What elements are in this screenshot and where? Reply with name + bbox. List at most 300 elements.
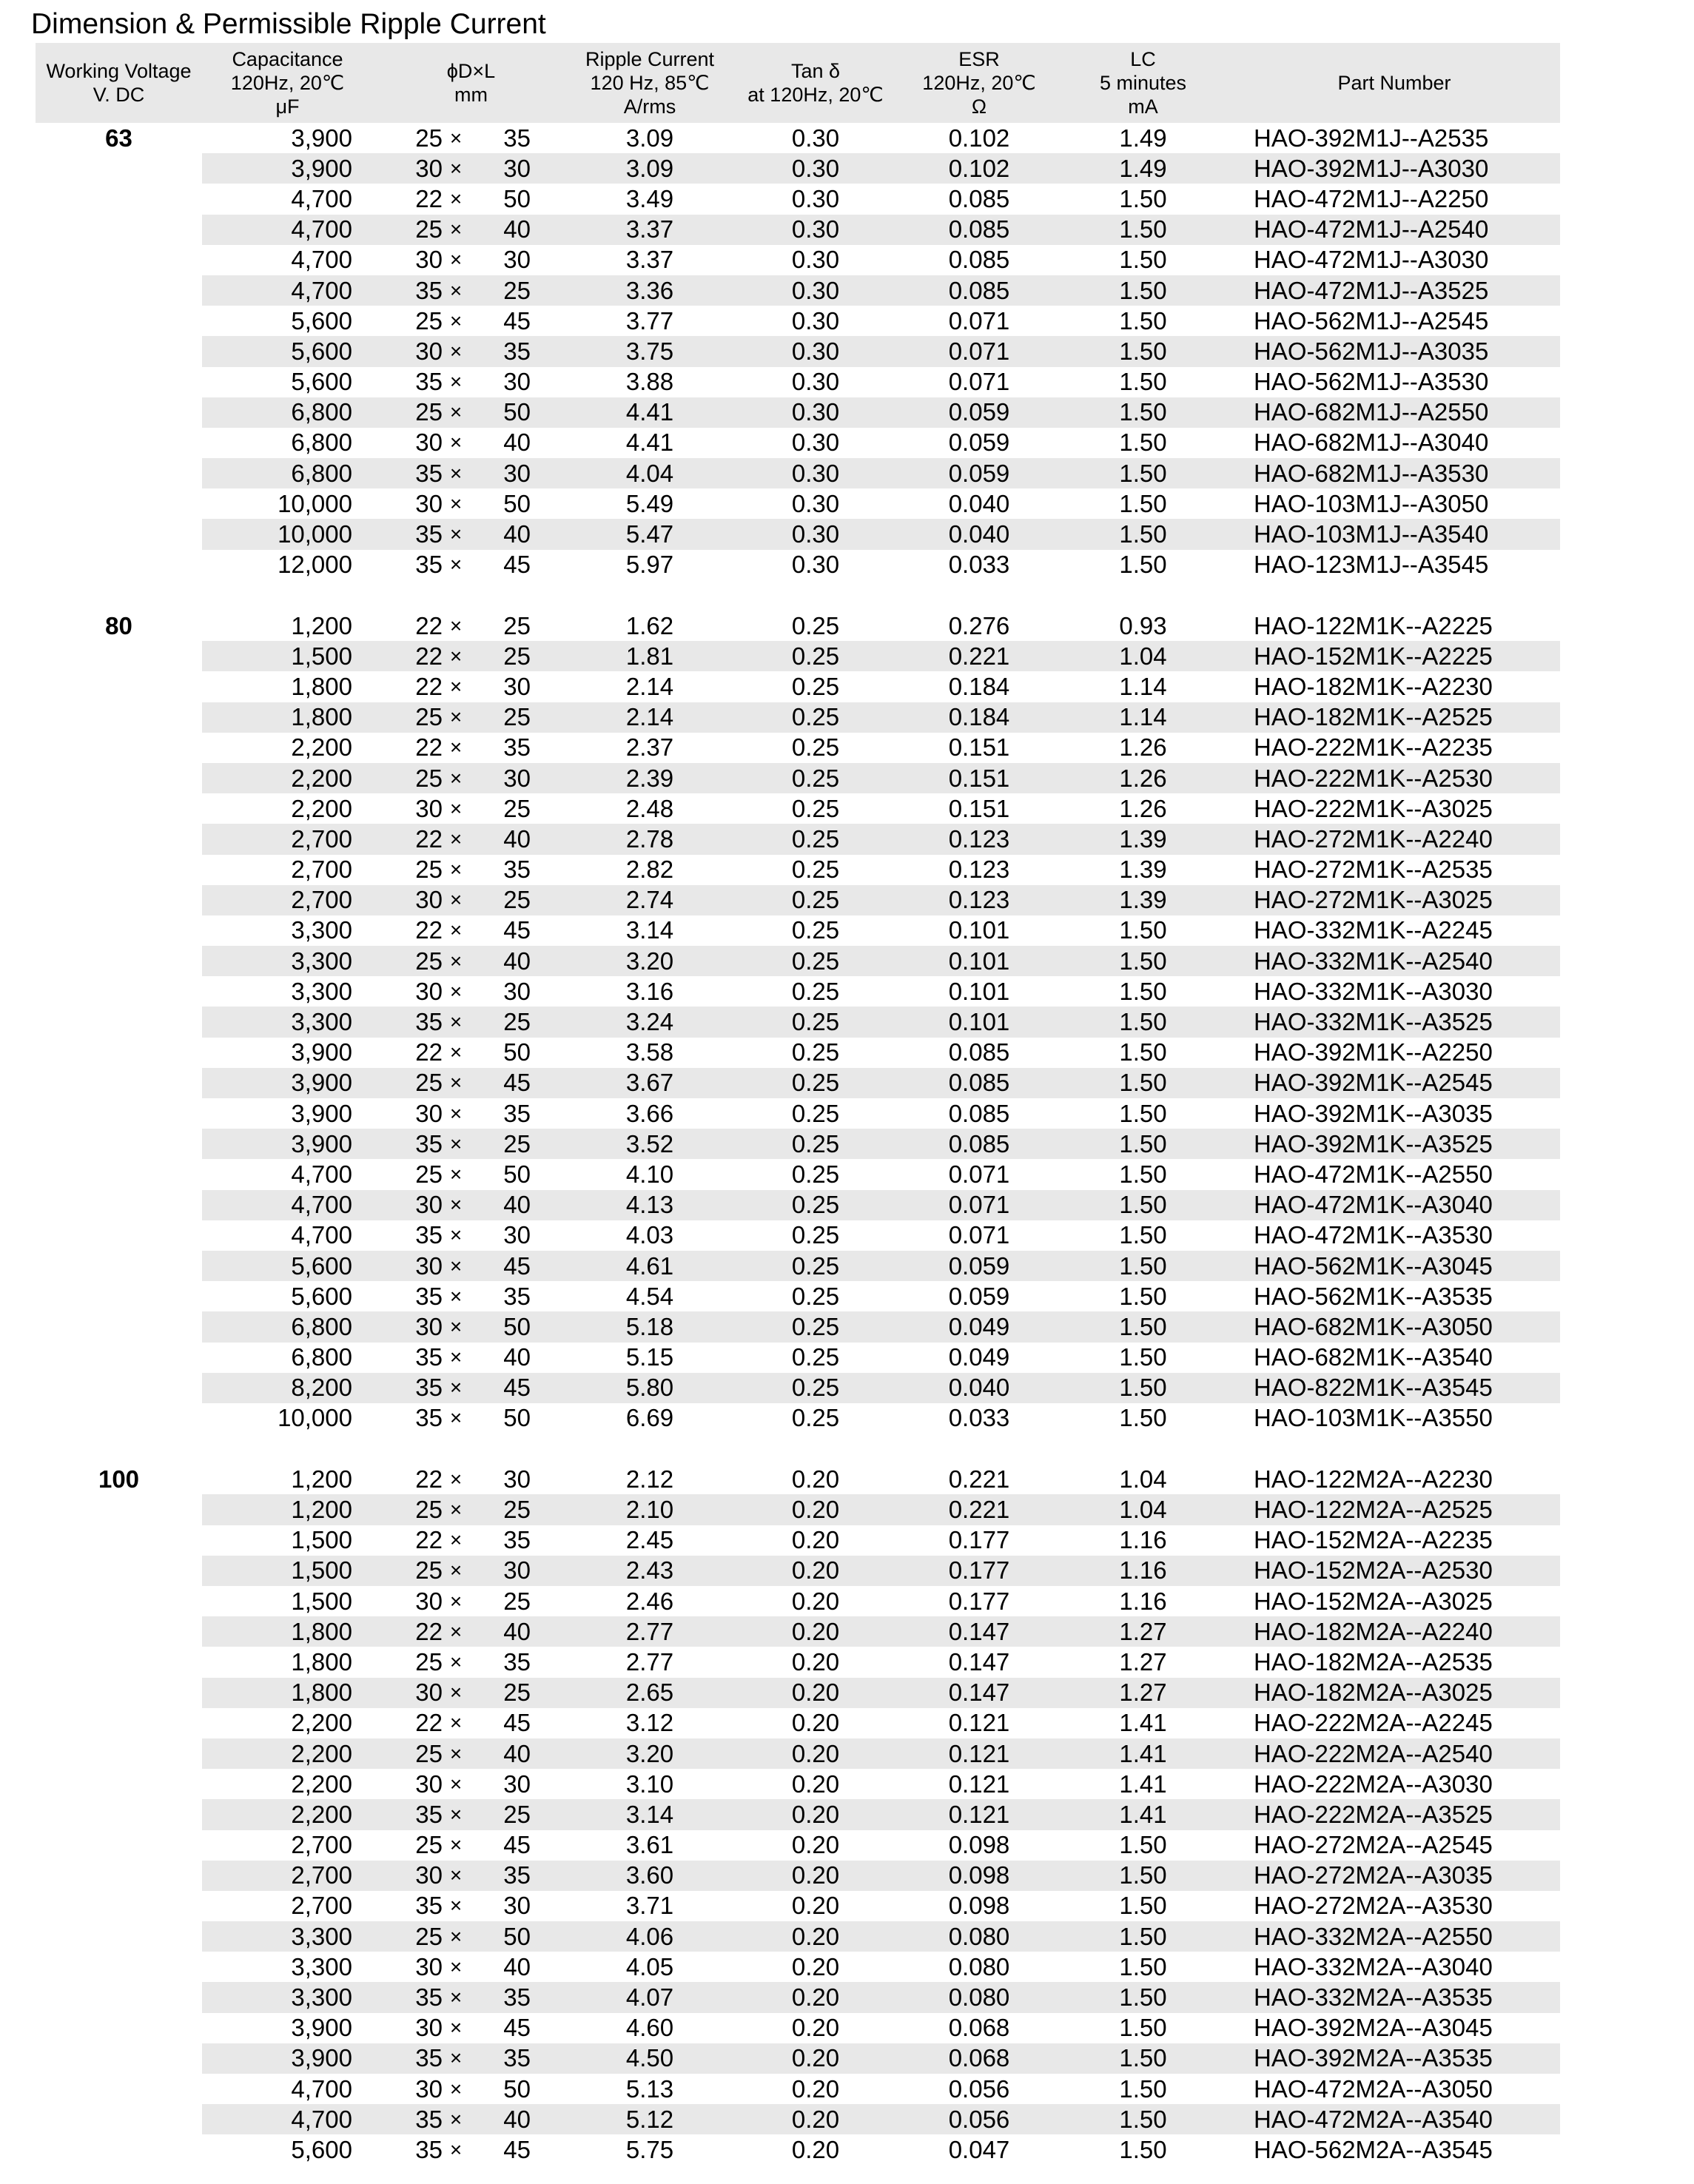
tan-delta-cell: 0.20	[791, 1892, 840, 1920]
esr-cell: 0.085	[901, 215, 1058, 245]
times-sign: ×	[443, 458, 469, 488]
length-cell: 25	[503, 1587, 531, 1615]
ripple-current-cell: 2.43	[569, 1556, 730, 1586]
capacitance-cell: 3,900	[202, 2043, 373, 2074]
diameter-cell: 22	[415, 1038, 443, 1066]
diameter-cell: 25	[373, 1738, 443, 1769]
leakage-current-cell: 1.50	[1119, 2074, 1167, 2103]
capacitance-cell: 4,700	[291, 1160, 352, 1188]
length-cell: 30	[503, 368, 531, 396]
voltage-cell-empty	[36, 793, 202, 824]
diameter-cell: 35	[373, 519, 443, 549]
tan-delta-cell: 0.30	[730, 519, 901, 549]
part-number-cell: HAO-332M1K--A2540	[1229, 946, 1560, 976]
table-row	[36, 946, 1560, 976]
part-number-cell: HAO-472M1K--A2550	[1254, 1160, 1493, 1188]
voltage-cell-empty	[36, 215, 202, 245]
leakage-current-cell: 1.50	[1119, 2135, 1167, 2163]
ripple-current-cell: 5.18	[569, 1311, 730, 1342]
leakage-current-cell: 1.50	[1058, 946, 1229, 976]
capacitance-cell: 1,200	[291, 611, 352, 639]
length-cell: 35	[503, 124, 531, 152]
leakage-current-cell: 1.39	[1058, 824, 1229, 854]
tan-delta-cell: 0.30	[791, 306, 840, 335]
leakage-current-cell: 1.41	[1119, 1770, 1167, 1798]
voltage-cell-empty	[36, 1343, 202, 1373]
part-number-cell: HAO-472M1J--A3525	[1229, 275, 1560, 306]
ripple-current-cell: 5.13	[625, 2074, 674, 2103]
voltage-cell-empty	[36, 733, 202, 763]
part-number-cell: HAO-222M1K--A3025	[1254, 794, 1493, 822]
esr-cell: 0.151	[901, 763, 1058, 793]
leakage-current-cell: 1.16	[1058, 1556, 1229, 1586]
table-row	[36, 641, 1560, 671]
esr-cell: 0.085	[948, 246, 1010, 274]
capacitance-cell: 4,700	[202, 2104, 373, 2134]
capacitance-cell: 2,200	[202, 1738, 373, 1769]
length-cell: 30	[503, 672, 531, 700]
times-sign: ×	[443, 1982, 469, 2012]
part-number-cell: HAO-562M1J--A3530	[1254, 368, 1489, 396]
leakage-current-cell: 1.50	[1119, 489, 1167, 517]
length-cell: 45	[503, 551, 531, 579]
part-number-cell: HAO-272M2A--A3035	[1229, 1861, 1560, 1891]
diameter-cell: 35	[415, 1282, 443, 1310]
tan-delta-cell: 0.20	[791, 1952, 840, 1980]
esr-cell: 0.049	[948, 1343, 1010, 1371]
capacitance-cell: 1,200	[291, 1465, 352, 1493]
ripple-current-cell: 2.77	[625, 1647, 674, 1676]
ripple-current-cell: 2.82	[625, 856, 674, 884]
table-row	[36, 1738, 1560, 1769]
table-row	[36, 397, 1560, 428]
length-cell: 40	[469, 215, 569, 245]
capacitance-cell: 1,800	[202, 702, 373, 733]
ripple-current-cell: 2.74	[569, 885, 730, 915]
capacitance-cell: 3,900	[202, 1068, 373, 1098]
table-row	[36, 2104, 1560, 2134]
capacitance-cell: 4,700	[291, 246, 352, 274]
voltage-cell-empty	[36, 1952, 202, 1982]
capacitance-cell: 3,900	[291, 1099, 352, 1127]
table-row	[36, 1403, 1560, 1434]
esr-cell: 0.049	[901, 1311, 1058, 1342]
esr-cell: 0.059	[901, 458, 1058, 488]
ripple-current-cell: 5.97	[625, 551, 674, 579]
ripple-current-cell: 2.78	[569, 824, 730, 854]
part-number-cell: HAO-182M1K--A2230	[1254, 672, 1493, 700]
length-cell: 30	[503, 977, 531, 1005]
times-sign: ×	[443, 153, 469, 184]
esr-cell: 0.147	[948, 1647, 1010, 1676]
capacitance-cell: 5,600	[291, 2135, 352, 2163]
diameter-cell: 30	[373, 1311, 443, 1342]
esr-cell: 0.071	[901, 336, 1058, 366]
capacitance-cell: 2,200	[291, 1709, 352, 1737]
capacitance-cell: 10,000	[278, 489, 352, 517]
table-row	[36, 1616, 1560, 1647]
diameter-cell: 22	[415, 733, 443, 762]
leakage-current-cell: 0.93	[1119, 611, 1167, 639]
table-row	[36, 428, 1560, 458]
table-row	[36, 123, 1560, 153]
ripple-current-cell: 3.77	[625, 306, 674, 335]
length-cell: 35	[503, 1282, 531, 1310]
voltage-cell-empty	[36, 2013, 202, 2043]
esr-cell: 0.068	[901, 2043, 1058, 2074]
esr-cell: 0.080	[948, 1952, 1010, 1980]
esr-cell: 0.033	[948, 1404, 1010, 1432]
part-number-cell: HAO-152M1K--A2225	[1229, 641, 1560, 671]
part-number-cell: HAO-103M1K--A3550	[1254, 1404, 1493, 1432]
capacitance-cell: 4,700	[291, 1221, 352, 1249]
part-number-cell: HAO-392M1J--A2535	[1254, 124, 1489, 152]
esr-cell: 0.121	[901, 1738, 1058, 1769]
table-row	[36, 611, 1560, 641]
ripple-current-cell: 4.10	[625, 1160, 674, 1188]
diameter-cell: 35	[415, 1892, 443, 1920]
ripple-current-cell: 5.49	[625, 489, 674, 517]
esr-cell: 0.098	[901, 1861, 1058, 1891]
table-row	[36, 2043, 1560, 2074]
table-row	[36, 1129, 1560, 1159]
tan-delta-cell: 0.20	[791, 1587, 840, 1615]
length-cell: 35	[503, 733, 531, 762]
capacitance-cell: 5,600	[291, 306, 352, 335]
voltage-cell-empty	[36, 458, 202, 488]
table-row	[36, 1769, 1560, 1799]
tan-delta-cell: 0.20	[791, 1647, 840, 1676]
esr-cell: 0.151	[948, 794, 1010, 822]
esr-cell: 0.102	[901, 153, 1058, 184]
diameter-cell: 30	[415, 1099, 443, 1127]
times-sign: ×	[449, 1406, 463, 1430]
tan-delta-cell: 0.25	[730, 946, 901, 976]
header-dimension: ϕD×L mm	[373, 43, 569, 123]
length-cell: 40	[469, 1616, 569, 1647]
part-number-cell: HAO-272M1K--A2535	[1254, 856, 1493, 884]
header-capacitance: Capacitance 120Hz, 20℃ μF	[202, 43, 373, 123]
esr-cell: 0.101	[948, 977, 1010, 1005]
part-number-cell: HAO-822M1K--A3545	[1229, 1373, 1560, 1403]
voltage-cell-empty	[36, 1220, 202, 1251]
part-number-cell: HAO-122M2A--A2525	[1229, 1494, 1560, 1525]
ripple-current-cell: 2.37	[625, 733, 674, 762]
times-sign: ×	[443, 1616, 469, 1647]
esr-cell: 0.068	[948, 2014, 1010, 2042]
table-row	[36, 2134, 1560, 2165]
voltage-cell-empty	[36, 184, 202, 214]
ripple-current-cell: 3.88	[625, 368, 674, 396]
diameter-cell: 25	[415, 856, 443, 884]
table-row	[36, 2013, 1560, 2043]
diameter-cell: 35	[373, 2104, 443, 2134]
times-sign: ×	[443, 1251, 469, 1281]
diameter-cell: 30	[373, 885, 443, 915]
diameter-cell: 35	[415, 368, 443, 396]
times-sign: ×	[449, 1772, 463, 1795]
length-cell: 50	[503, 1038, 531, 1066]
esr-cell: 0.147	[901, 1678, 1058, 1708]
leakage-current-cell: 1.50	[1119, 2014, 1167, 2042]
table-row	[36, 550, 1560, 580]
part-number-cell: HAO-122M2A--A2230	[1254, 1465, 1493, 1493]
voltage-cell-empty	[36, 1647, 202, 1677]
voltage-cell-empty	[36, 2134, 202, 2165]
voltage-cell-empty	[36, 306, 202, 336]
leakage-current-cell: 1.04	[1058, 1494, 1229, 1525]
ripple-current-cell: 3.12	[625, 1709, 674, 1737]
ripple-current-cell: 6.69	[625, 1404, 674, 1432]
leakage-current-cell: 1.50	[1058, 1921, 1229, 1952]
capacitance-cell: 4,700	[202, 275, 373, 306]
times-sign: ×	[443, 1129, 469, 1159]
diameter-cell: 30	[415, 246, 443, 274]
capacitance-cell: 8,200	[202, 1373, 373, 1403]
esr-cell: 0.147	[901, 1616, 1058, 1647]
leakage-current-cell: 1.50	[1058, 1129, 1229, 1159]
tan-delta-cell: 0.25	[730, 824, 901, 854]
voltage-cell-empty	[36, 763, 202, 793]
voltage-cell-empty	[36, 915, 202, 946]
times-sign: ×	[443, 397, 469, 428]
part-number-cell: HAO-103M1J--A3050	[1254, 489, 1489, 517]
table-row	[36, 1586, 1560, 1616]
times-sign: ×	[449, 1955, 463, 1978]
spec-table	[36, 43, 1560, 2165]
leakage-current-cell: 1.39	[1058, 885, 1229, 915]
times-sign: ×	[449, 2077, 463, 2100]
part-number-cell: HAO-472M2A--A3050	[1254, 2074, 1493, 2103]
ripple-current-cell: 3.10	[625, 1770, 674, 1798]
table-row	[36, 1159, 1560, 1189]
length-cell: 30	[469, 458, 569, 488]
leakage-current-cell: 1.50	[1058, 1007, 1229, 1037]
diameter-cell: 25	[415, 1831, 443, 1859]
part-number-cell: HAO-152M2A--A2530	[1229, 1556, 1560, 1586]
part-number-cell: HAO-472M1K--A3530	[1254, 1221, 1493, 1249]
ripple-current-cell: 3.60	[569, 1861, 730, 1891]
capacitance-cell: 5,600	[202, 336, 373, 366]
diameter-cell: 22	[373, 641, 443, 671]
voltage-cell-empty	[36, 1068, 202, 1098]
tan-delta-cell: 0.30	[791, 368, 840, 396]
part-number-cell: HAO-332M2A--A3040	[1254, 1952, 1493, 1980]
tan-delta-cell: 0.20	[730, 1556, 901, 1586]
capacitance-cell: 2,200	[202, 763, 373, 793]
voltage-cell-empty	[36, 1403, 202, 1434]
length-cell: 45	[503, 2014, 531, 2042]
length-cell: 35	[469, 2043, 569, 2074]
esr-cell: 0.101	[948, 916, 1010, 944]
capacitance-cell: 1,800	[291, 1647, 352, 1676]
times-sign: ×	[443, 641, 469, 671]
esr-cell: 0.123	[901, 824, 1058, 854]
capacitance-cell: 2,700	[202, 824, 373, 854]
esr-cell: 0.098	[948, 1892, 1010, 1920]
leakage-current-cell: 1.14	[1058, 702, 1229, 733]
leakage-current-cell: 1.04	[1058, 641, 1229, 671]
tan-delta-cell: 0.25	[791, 794, 840, 822]
voltage-cell-empty	[36, 1799, 202, 1829]
ripple-current-cell: 4.41	[569, 397, 730, 428]
esr-cell: 0.085	[948, 1099, 1010, 1127]
voltage-cell-empty	[36, 671, 202, 702]
leakage-current-cell: 1.50	[1058, 336, 1229, 366]
length-cell: 25	[503, 611, 531, 639]
capacitance-cell: 1,800	[202, 1678, 373, 1708]
length-cell: 25	[469, 1007, 569, 1037]
leakage-current-cell: 1.26	[1119, 794, 1167, 822]
voltage-cell-empty	[36, 1586, 202, 1616]
diameter-cell: 22	[415, 1709, 443, 1737]
times-sign: ×	[449, 1589, 463, 1613]
table-row	[36, 1647, 1560, 1677]
times-sign: ×	[449, 979, 463, 1003]
times-sign: ×	[449, 674, 463, 698]
ripple-current-cell: 2.14	[625, 672, 674, 700]
times-sign: ×	[449, 1345, 463, 1369]
tan-delta-cell: 0.25	[730, 1007, 901, 1037]
diameter-cell: 25	[373, 397, 443, 428]
times-sign: ×	[449, 1223, 463, 1247]
diameter-cell: 35	[415, 2135, 443, 2163]
voltage-cell-empty	[36, 488, 202, 519]
times-sign: ×	[443, 1068, 469, 1098]
voltage-group-label: 63	[105, 124, 132, 152]
voltage-cell-empty	[36, 1007, 202, 1037]
times-sign: ×	[449, 1650, 463, 1673]
voltage-cell-empty	[36, 336, 202, 366]
capacitance-cell: 2,200	[202, 1799, 373, 1829]
part-number-cell: HAO-682M1J--A3530	[1229, 458, 1560, 488]
voltage-cell-empty	[36, 946, 202, 976]
length-cell: 45	[469, 1068, 569, 1098]
diameter-cell: 25	[373, 702, 443, 733]
leakage-current-cell: 1.16	[1119, 1587, 1167, 1615]
table-row	[36, 976, 1560, 1007]
leakage-current-cell: 1.50	[1058, 1251, 1229, 1281]
esr-cell: 0.177	[901, 1556, 1058, 1586]
esr-cell: 0.071	[901, 1190, 1058, 1220]
tan-delta-cell: 0.25	[730, 1251, 901, 1281]
part-number-cell: HAO-562M1K--A3535	[1254, 1282, 1493, 1310]
voltage-cell-empty	[36, 1830, 202, 1861]
leakage-current-cell: 1.50	[1119, 551, 1167, 579]
table-row	[36, 1190, 1560, 1220]
tan-delta-cell: 0.20	[791, 1831, 840, 1859]
times-sign: ×	[449, 858, 463, 881]
voltage-cell-empty	[36, 519, 202, 549]
diameter-cell: 22	[415, 611, 443, 639]
times-sign: ×	[449, 1284, 463, 1308]
diameter-cell: 35	[415, 551, 443, 579]
ripple-current-cell: 4.04	[569, 458, 730, 488]
times-sign: ×	[443, 1494, 469, 1525]
capacitance-cell: 3,300	[202, 1921, 373, 1952]
esr-cell: 0.085	[948, 1038, 1010, 1066]
esr-cell: 0.056	[948, 2074, 1010, 2103]
table-row	[36, 153, 1560, 184]
times-sign: ×	[443, 1678, 469, 1708]
tan-delta-cell: 0.20	[730, 1982, 901, 2012]
table-row	[36, 1799, 1560, 1829]
voltage-cell-empty	[36, 1921, 202, 1952]
length-cell: 50	[469, 397, 569, 428]
tan-delta-cell: 0.25	[730, 763, 901, 793]
length-cell: 30	[503, 1221, 531, 1249]
length-cell: 50	[503, 2074, 531, 2103]
leakage-current-cell: 1.50	[1119, 977, 1167, 1005]
esr-cell: 0.101	[901, 946, 1058, 976]
leakage-current-cell: 1.50	[1119, 368, 1167, 396]
length-cell: 35	[469, 1861, 569, 1891]
length-cell: 50	[503, 489, 531, 517]
ripple-current-cell: 5.75	[625, 2135, 674, 2163]
table-row	[36, 184, 1560, 214]
tan-delta-cell: 0.30	[791, 184, 840, 212]
times-sign: ×	[443, 885, 469, 915]
times-sign: ×	[443, 1556, 469, 1586]
part-number-cell: HAO-562M1K--A3045	[1229, 1251, 1560, 1281]
capacitance-cell: 2,200	[291, 1770, 352, 1798]
ripple-current-cell: 3.16	[625, 977, 674, 1005]
length-cell: 45	[469, 1373, 569, 1403]
part-number-cell: HAO-222M2A--A2245	[1254, 1709, 1493, 1737]
table-row	[36, 458, 1560, 488]
ripple-current-cell: 3.20	[569, 1738, 730, 1769]
part-number-cell: HAO-272M2A--A3530	[1254, 1892, 1493, 1920]
voltage-cell-empty	[36, 1373, 202, 1403]
tan-delta-cell: 0.20	[791, 1526, 840, 1554]
diameter-cell: 30	[373, 1678, 443, 1708]
part-number-cell: HAO-562M1J--A2545	[1254, 306, 1489, 335]
leakage-current-cell: 1.50	[1058, 275, 1229, 306]
times-sign: ×	[449, 736, 463, 759]
header-part-number: Part Number	[1229, 43, 1560, 123]
part-number-cell: HAO-182M2A--A3025	[1229, 1678, 1560, 1708]
table-row	[36, 915, 1560, 946]
leakage-current-cell: 1.26	[1119, 733, 1167, 762]
length-cell: 45	[503, 1709, 531, 1737]
diameter-cell: 25	[373, 215, 443, 245]
ripple-current-cell: 3.09	[569, 153, 730, 184]
esr-cell: 0.059	[901, 397, 1058, 428]
diameter-cell: 30	[415, 794, 443, 822]
tan-delta-cell: 0.25	[730, 702, 901, 733]
tan-delta-cell: 0.20	[730, 1921, 901, 1952]
voltage-cell-empty	[36, 1281, 202, 1311]
capacitance-cell: 1,500	[202, 1556, 373, 1586]
leakage-current-cell: 1.14	[1119, 672, 1167, 700]
esr-cell: 0.059	[948, 1282, 1010, 1310]
voltage-cell-empty	[36, 397, 202, 428]
leakage-current-cell: 1.41	[1119, 1709, 1167, 1737]
leakage-current-cell: 1.50	[1119, 1282, 1167, 1310]
capacitance-cell: 5,600	[291, 1282, 352, 1310]
part-number-cell: HAO-222M1K--A2235	[1254, 733, 1493, 762]
ripple-current-cell: 3.14	[625, 916, 674, 944]
esr-cell: 0.040	[948, 489, 1010, 517]
part-number-cell: HAO-392M2A--A3045	[1254, 2014, 1493, 2042]
tan-delta-cell: 0.25	[730, 1373, 901, 1403]
times-sign: ×	[449, 126, 463, 149]
table-body	[36, 123, 1560, 2165]
tan-delta-cell: 0.25	[791, 1343, 840, 1371]
part-number-cell: HAO-332M1K--A3525	[1229, 1007, 1560, 1037]
voltage-cell-empty	[36, 1708, 202, 1738]
tan-delta-cell: 0.25	[791, 672, 840, 700]
